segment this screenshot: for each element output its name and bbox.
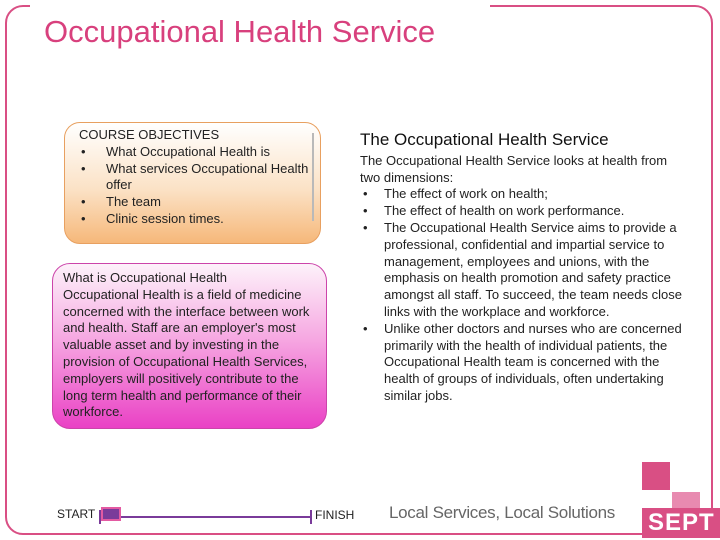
what-is-oh-box bbox=[52, 263, 327, 429]
objectives-list bbox=[79, 144, 310, 228]
service-heading: The Occupational Health Service bbox=[360, 130, 609, 149]
objective-item: • What services Occupational Health offer bbox=[79, 161, 310, 195]
sept-logo bbox=[638, 462, 720, 540]
what-is-body: Occupational Health is a field of medicine concerned with the interface between work and health. Staff are an employer's most valuable asset and by investing in the provision of Occupational Health Services, employers will positively contribute to the long term health and performance of their workforce. bbox=[63, 286, 310, 420]
service-list bbox=[360, 186, 690, 404]
finish-label: FINISH bbox=[315, 508, 355, 522]
progress-line bbox=[101, 516, 310, 518]
service-item: • The effect of work on health; bbox=[360, 186, 690, 203]
service-item: • The Occupational Health Service aims to provide a professional, confidential and impartial service to management, employees and unions, with the emphasis on health promotion and safety practice amongst all staff. To succeed, the team needs close links with the workplace and workforce. bbox=[360, 220, 690, 321]
service-item: • Unlike other doctors and nurses who are concerned primarily with the health of individual patients, the Occupational Health team is concerned with the health of groups of individuals, often undertaking similar jobs. bbox=[360, 321, 690, 405]
logo-square bbox=[642, 462, 670, 490]
what-is-heading: What is Occupational Health bbox=[63, 270, 228, 285]
progress-track bbox=[99, 510, 312, 524]
footer-tagline: Local Services, Local Solutions bbox=[389, 503, 615, 522]
service-panel bbox=[360, 132, 690, 405]
course-progress bbox=[57, 505, 357, 525]
service-intro: The Occupational Health Service looks at health from two dimensions: bbox=[360, 152, 668, 185]
service-item: • The effect of health on work performance. bbox=[360, 203, 690, 220]
box-shadow bbox=[312, 133, 314, 221]
objective-item: • What Occupational Health is bbox=[79, 144, 310, 161]
logo-text: SEPT bbox=[642, 508, 720, 538]
objective-item: • Clinic session times. bbox=[79, 211, 310, 228]
course-objectives-box bbox=[64, 122, 321, 244]
objective-item: • The team bbox=[79, 194, 310, 211]
objectives-heading: COURSE OBJECTIVES bbox=[79, 127, 220, 142]
page-title: Occupational Health Service bbox=[44, 14, 436, 49]
start-label: START bbox=[57, 507, 96, 521]
progress-marker[interactable] bbox=[101, 507, 121, 521]
